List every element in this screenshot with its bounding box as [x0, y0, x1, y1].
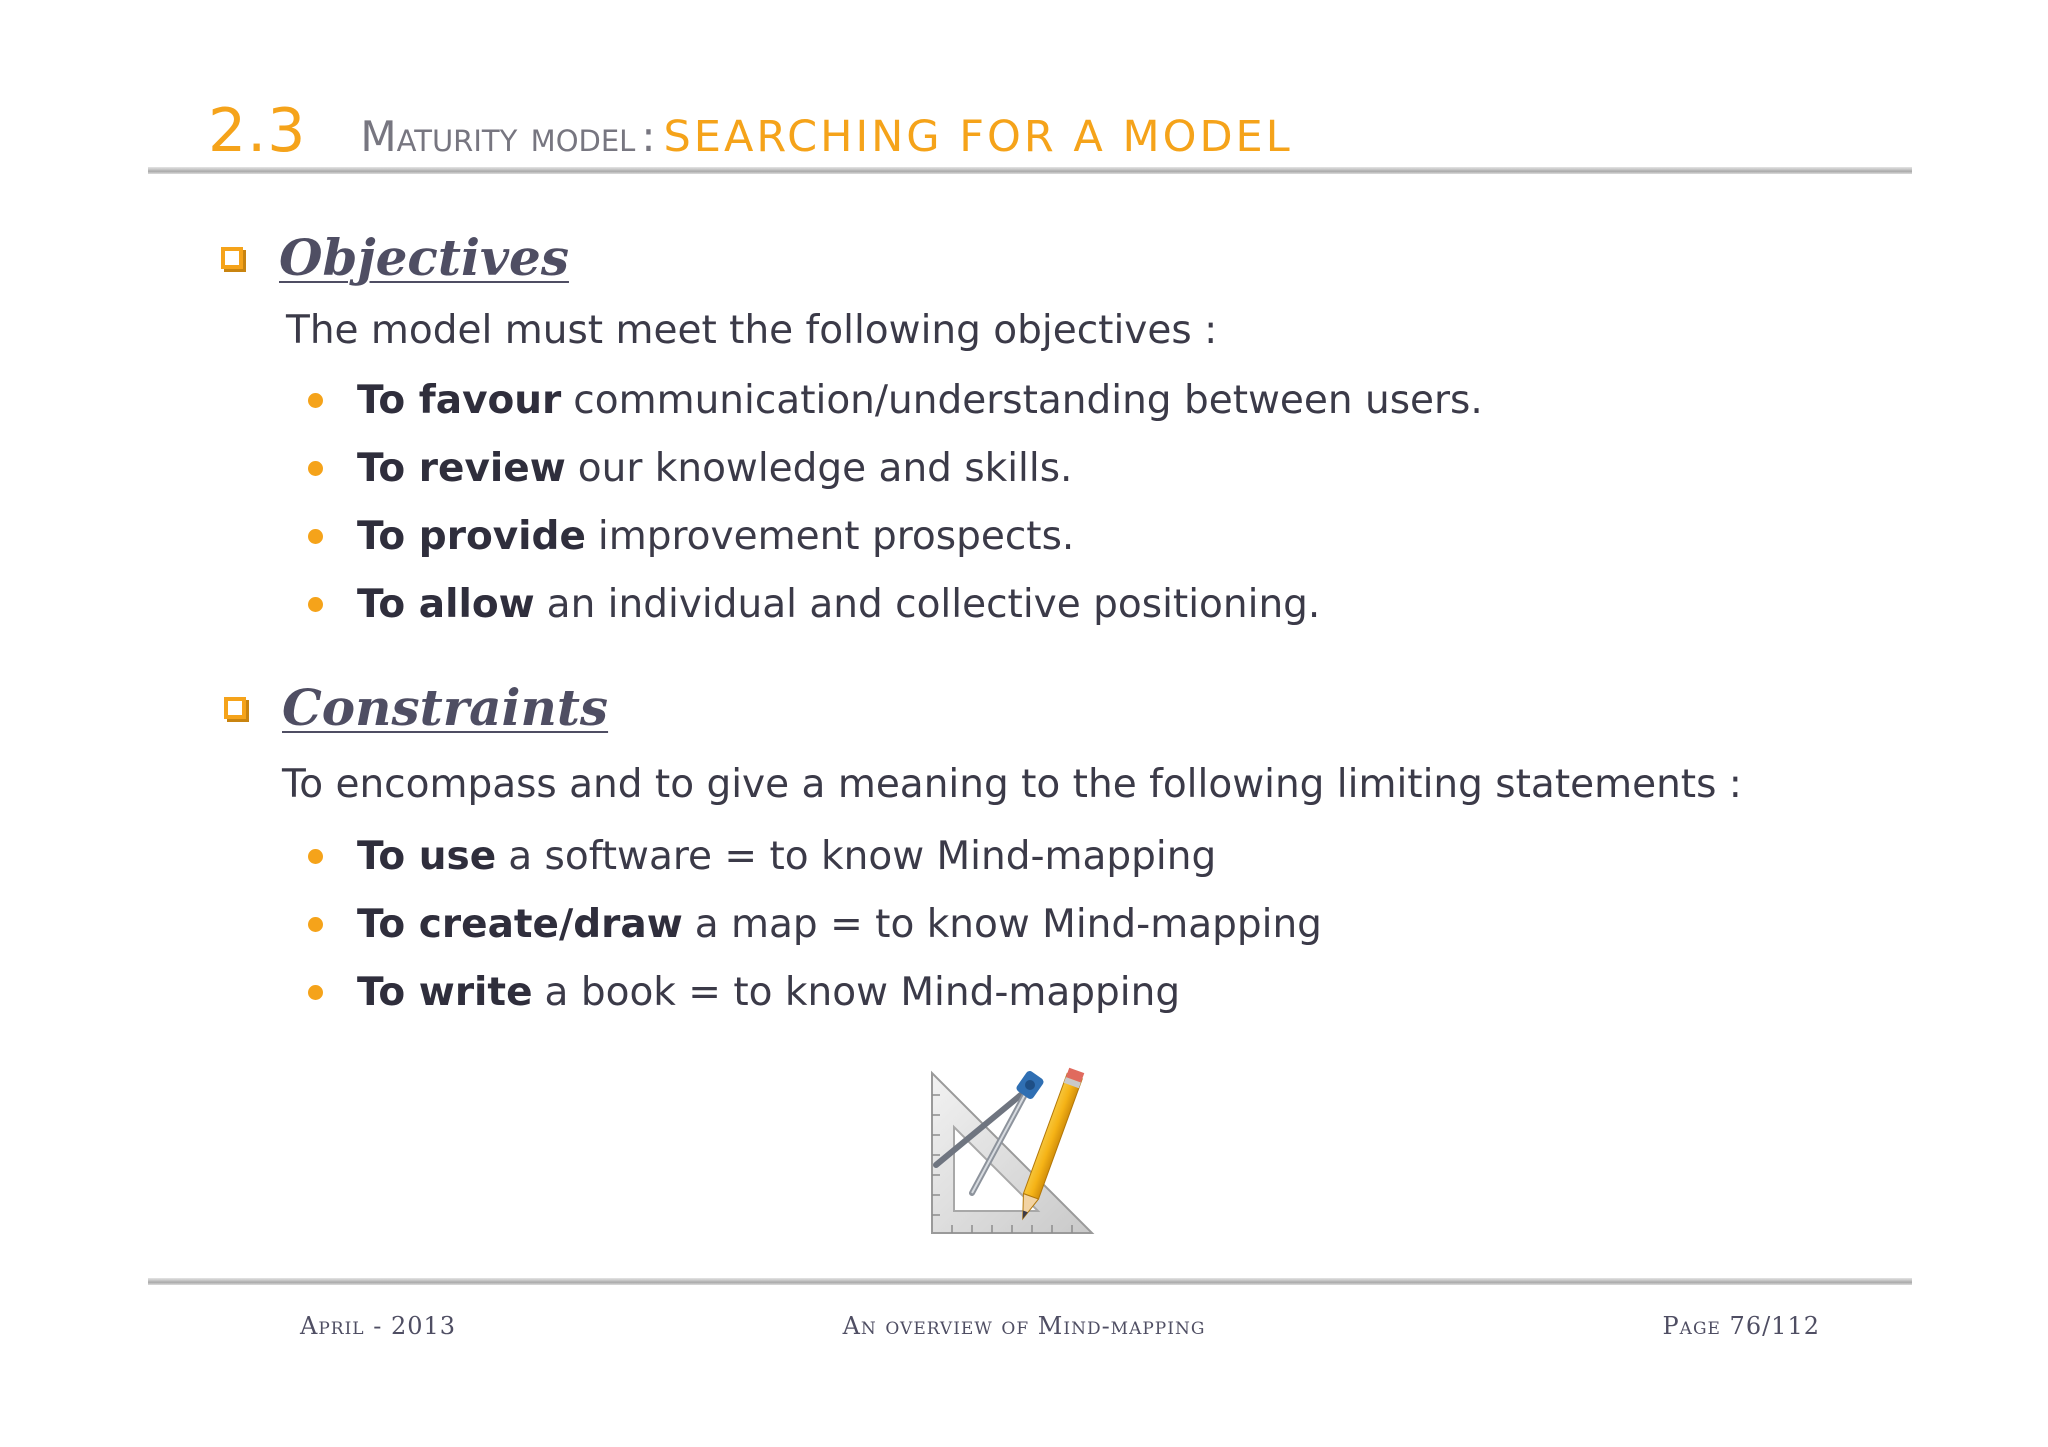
footer-date: April - 2013 — [300, 1312, 457, 1340]
constraints-heading — [224, 678, 608, 737]
list-item — [308, 502, 1483, 570]
objectives-heading — [221, 228, 569, 287]
checkbox-bullet-icon — [221, 247, 243, 269]
list-item — [308, 434, 1483, 502]
objectives-intro: The model must meet the following objectives : — [286, 308, 1218, 353]
item-strong: To allow — [357, 581, 535, 627]
item-strong: To review — [357, 445, 566, 491]
header-separator: : — [641, 112, 656, 161]
header-title: SEARCHING FOR A MODEL — [663, 112, 1293, 162]
section-number: 2.3 — [208, 96, 307, 166]
list-item — [308, 958, 1322, 1026]
footer-divider — [148, 1278, 1912, 1285]
bullet-dot-icon — [308, 393, 323, 408]
constraints-title: Constraints — [282, 678, 609, 737]
slide-header — [208, 96, 1293, 176]
item-text: a book = to know Mind-mapping — [544, 969, 1181, 1015]
item-text: our knowledge and skills. — [577, 445, 1073, 491]
bullet-dot-icon — [308, 985, 323, 1000]
bullet-dot-icon — [308, 529, 323, 544]
item-text: a map = to know Mind-mapping — [694, 901, 1322, 947]
bullet-dot-icon — [308, 917, 323, 932]
bullet-dot-icon — [308, 597, 323, 612]
constraints-intro: To encompass and to give a meaning to the following limiting statements : — [282, 762, 1742, 807]
footer-title: An overview of Mind-mapping — [842, 1312, 1206, 1340]
item-strong: To favour — [357, 377, 562, 423]
bullet-dot-icon — [308, 461, 323, 476]
item-strong: To create/draw — [357, 901, 683, 947]
item-strong: To write — [357, 969, 533, 1015]
drafting-tools-icon — [928, 1065, 1098, 1240]
header-divider — [148, 167, 1912, 174]
item-text: communication/understanding between users. — [573, 377, 1483, 423]
list-item — [308, 822, 1322, 890]
bullet-dot-icon — [308, 849, 323, 864]
footer-page-number: Page 76/112 — [1662, 1312, 1820, 1340]
item-strong: To provide — [357, 513, 586, 559]
constraints-list — [308, 822, 1322, 1026]
list-item — [308, 366, 1483, 434]
header-prefix: Maturity model — [360, 112, 636, 161]
item-text: an individual and collective positioning. — [546, 581, 1321, 627]
item-strong: To use — [357, 833, 497, 879]
list-item — [308, 570, 1483, 638]
objectives-title: Objectives — [279, 228, 569, 287]
list-item — [308, 890, 1322, 958]
checkbox-bullet-icon — [224, 697, 246, 719]
item-text: improvement prospects. — [597, 513, 1075, 559]
objectives-list — [308, 366, 1483, 638]
item-text: a software = to know Mind-mapping — [508, 833, 1217, 879]
